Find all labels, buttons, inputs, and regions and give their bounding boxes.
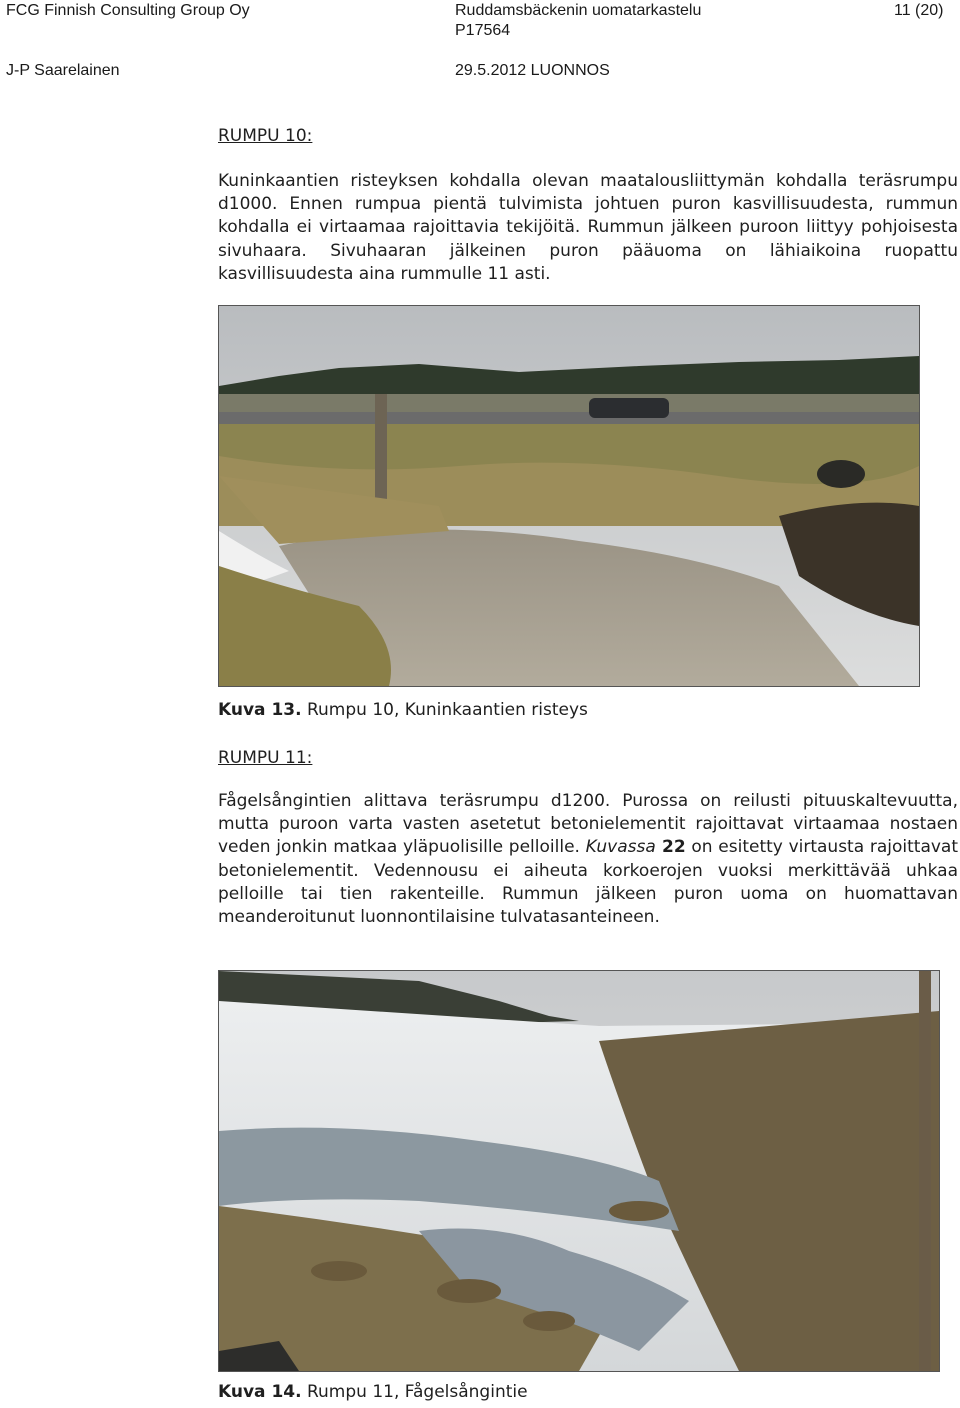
paragraph-rumpu-11-part2: on esitetty virtausta rajoittavat betonielementit. Vedennousu ei aiheuta korkoerojen vuoksi merkittävää uhkaa pelloille tai tien rakenteille. Rummun jälkeen puron uoma on huomattavan meanderoitunut luonnontilaisine tulvatasanteineen. <box>218 837 959 928</box>
photo-rumpu-10 <box>218 305 920 687</box>
paragraph-figure-reference-word: Kuvassa <box>585 837 656 858</box>
photo-rumpu-10-illustration <box>219 306 919 686</box>
paragraph-rumpu-10: Kuninkaantien risteyksen kohdalla olevan maatalousliittymän kohdalla teräsrumpu d1000. Ennen rumpua pientä tulvimista johtuen puron kasvillisuudesta, rummun kohdalla ei virtaamaa rajoittavia tekijöitä. Rummun jälkeen puroon liittyy pohjoisesta sivuhaara. Sivuhaaran jälkeinen puron pääuoma on lähiaikoina ruopattu kasvillisuudesta aina rummulle 11 asti. <box>218 171 958 284</box>
figure-caption-13-label: Kuva 13. <box>218 700 302 720</box>
header-company: FCG Finnish Consulting Group Oy <box>6 2 250 19</box>
header-project-number: P17564 <box>455 22 511 39</box>
photo-rumpu-11-illustration <box>219 971 939 1371</box>
paragraph-figure-reference-number: 22 <box>655 837 686 858</box>
header-author: J-P Saarelainen <box>6 62 120 79</box>
figure-caption-13-text: Rumpu 10, Kuninkaantien risteys <box>301 700 588 720</box>
figure-caption-14-text: Rumpu 11, Fågelsångintie <box>301 1382 528 1402</box>
header-date-status: 29.5.2012 LUONNOS <box>455 62 610 79</box>
paragraph-rumpu-11 <box>218 790 958 929</box>
section-heading-rumpu-10: RUMPU 10: <box>218 126 313 146</box>
figure-caption-13 <box>218 700 588 720</box>
header-page-number: 11 (20) <box>894 2 944 19</box>
photo-rumpu-11 <box>218 970 940 1372</box>
figure-caption-14 <box>218 1382 528 1402</box>
header-doc-title: Ruddamsbäckenin uomatarkastelu <box>455 2 702 19</box>
section-heading-rumpu-11: RUMPU 11: <box>218 748 313 768</box>
paragraph-rumpu-11-part1: Fågelsångintien alittava teräsrumpu d1200. Purossa on reilusti pituuskaltevuutta, mutta puroon varta vasten asetetut betonielementit rajoittavat virtaamaa nostaen veden jonkin matkaa yläpuolisille pelloille. <box>218 791 958 858</box>
figure-caption-14-label: Kuva 14. <box>218 1382 302 1402</box>
